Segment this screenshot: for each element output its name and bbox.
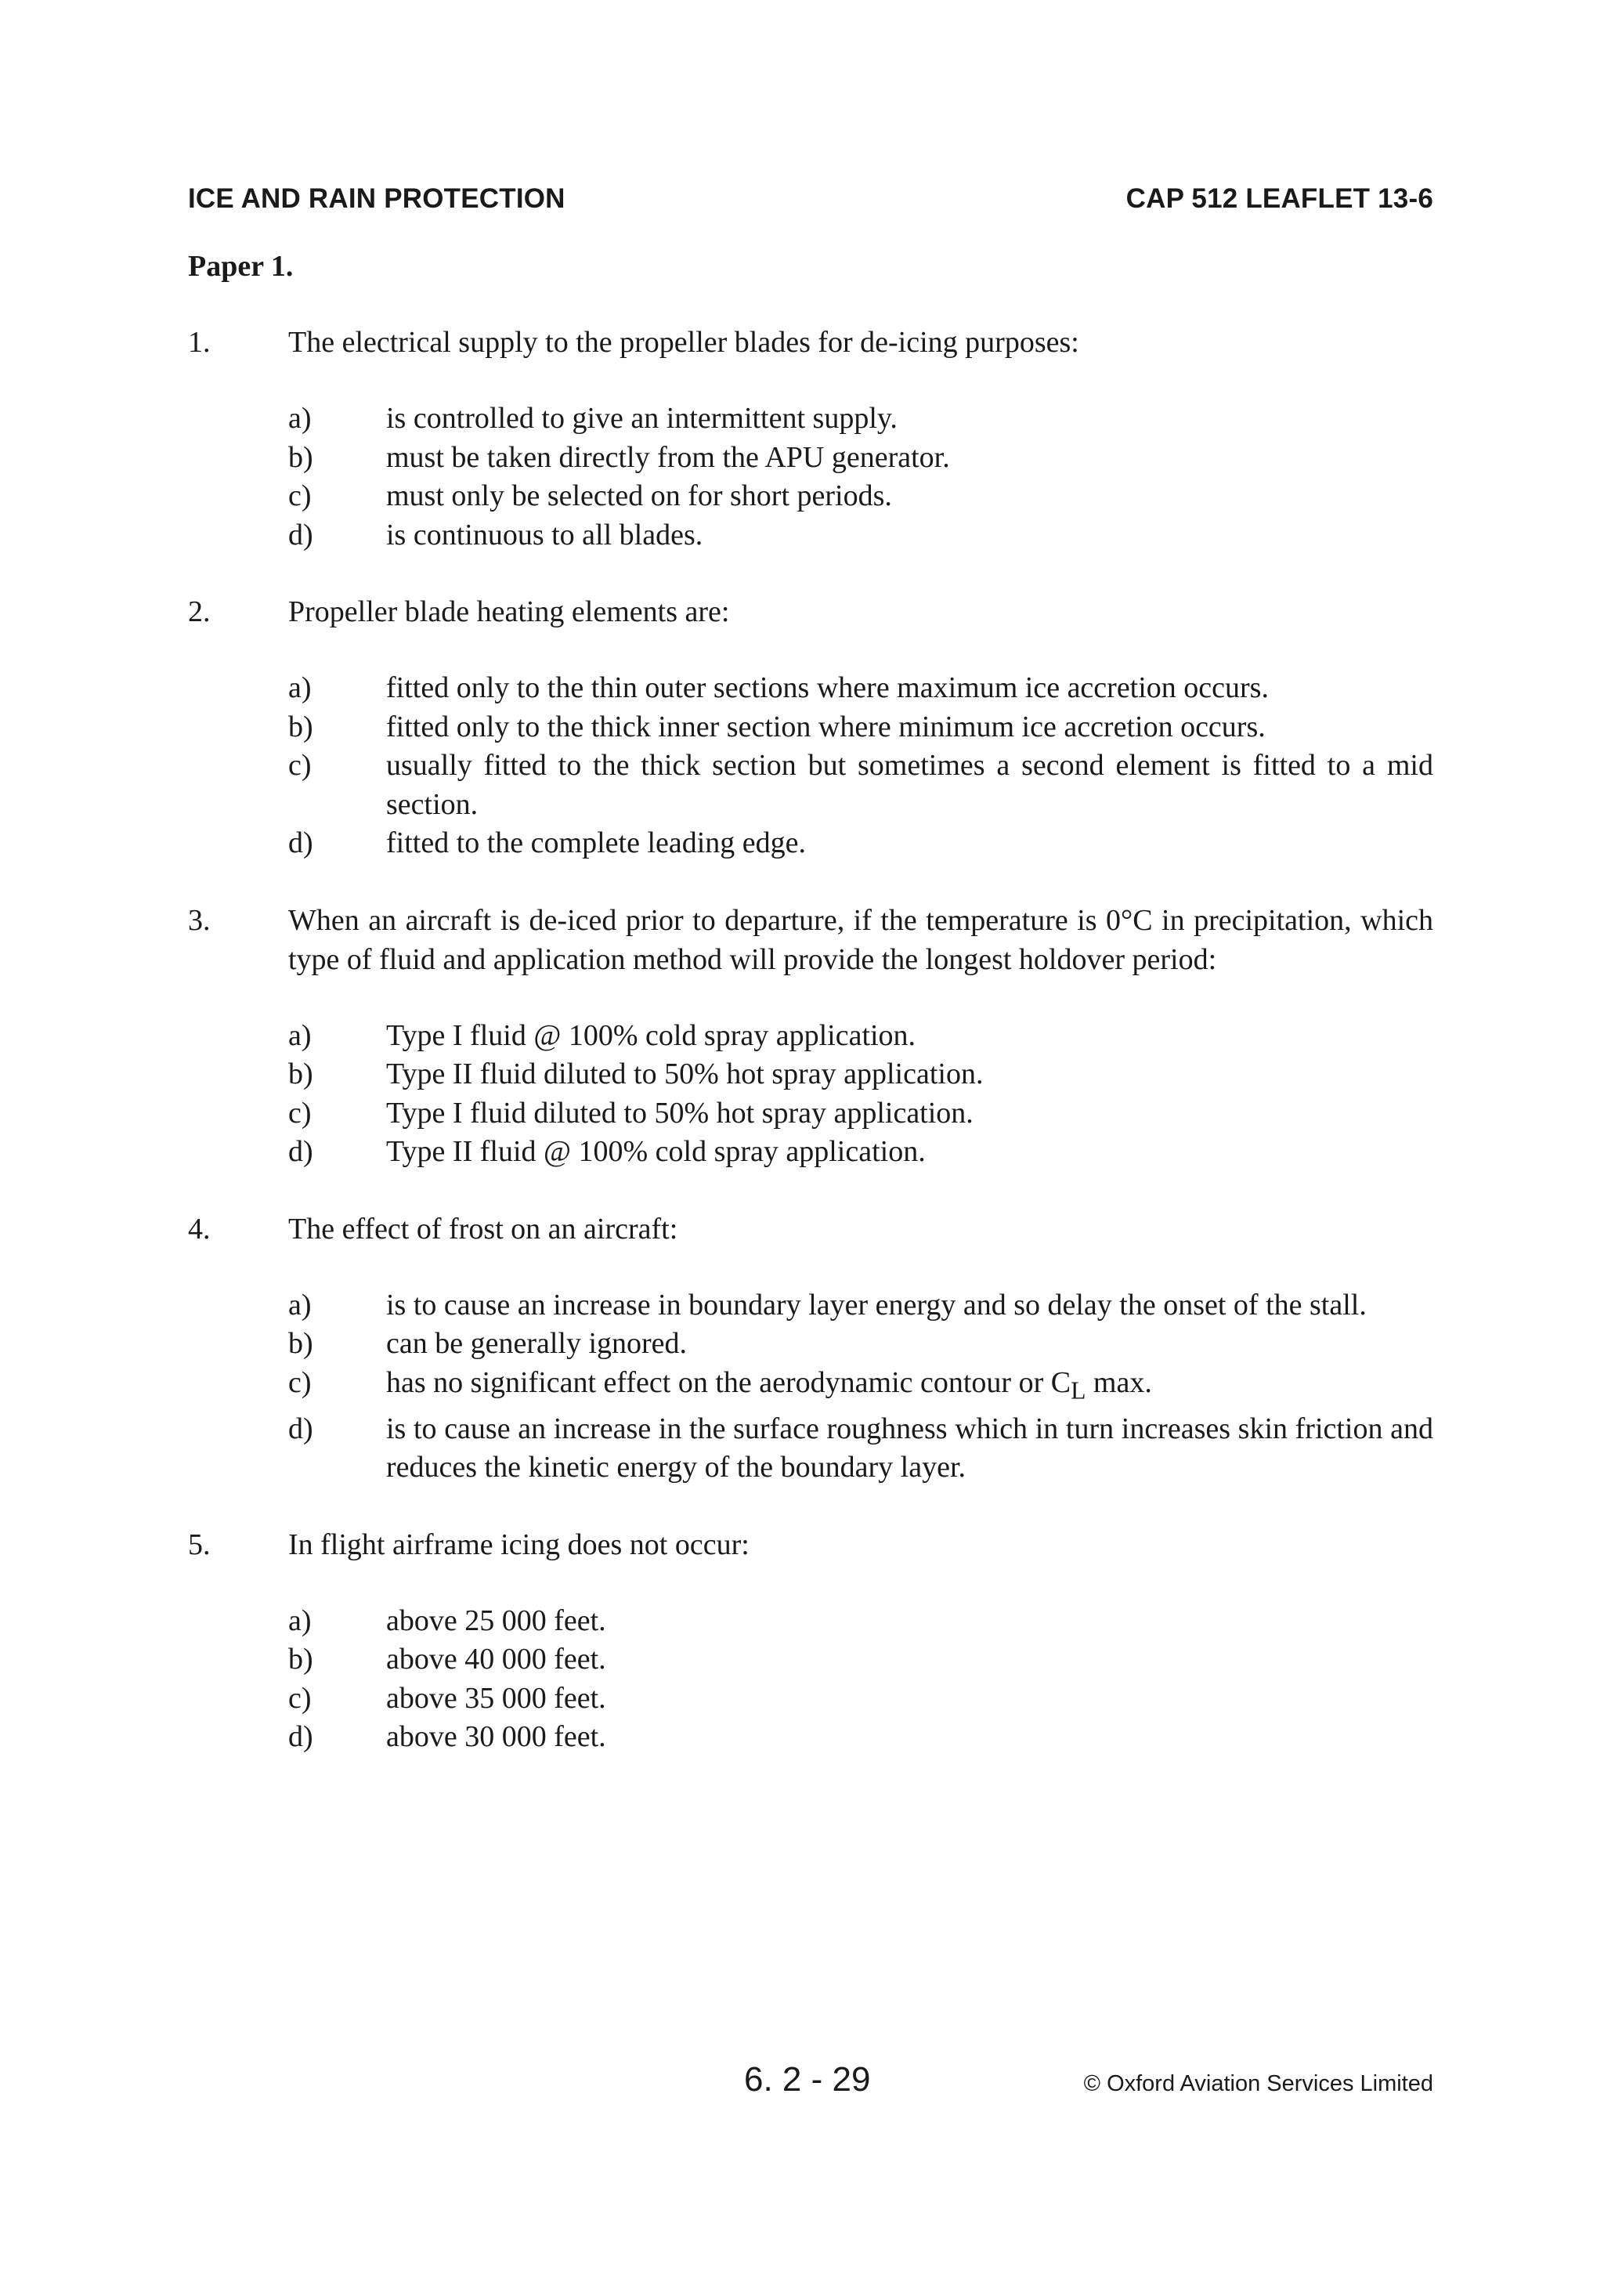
option-text: above 30 000 feet.: [386, 1720, 606, 1754]
answer-option: [288, 516, 1433, 555]
question-text: When an aircraft is de-iced prior to departure, if the temperature is 0°C in precipitation, which type of fluid and application method will provide the longest holdover period:: [288, 903, 1433, 976]
option-text: is controlled to give an intermittent supply.: [386, 402, 898, 435]
question-stem: [188, 901, 1433, 979]
answer-options: [188, 1602, 1433, 1757]
question-2: [188, 592, 1433, 863]
answer-option: [288, 1094, 1433, 1134]
option-text: is to cause an increase in boundary layer energy and so delay the onset of the stall.: [386, 1288, 1367, 1322]
question-stem: [188, 1209, 1433, 1249]
option-text: Type I fluid diluted to 50% hot spray application.: [386, 1096, 974, 1130]
option-text: Type II fluid diluted to 50% hot spray application.: [386, 1058, 984, 1090]
answer-option: [288, 708, 1433, 747]
answer-option: [288, 1718, 1433, 1757]
answer-option: [288, 1286, 1433, 1325]
option-text: fitted only to the thick inner section where minimum ice accretion occurs.: [386, 710, 1266, 743]
answer-option: [288, 1133, 1433, 1172]
option-text: fitted only to the thin outer sections where maximum ice accretion occurs.: [386, 671, 1269, 704]
answer-option: [288, 747, 1433, 824]
answer-option: [288, 400, 1433, 439]
answer-options: [188, 400, 1433, 555]
question-1: [188, 323, 1433, 555]
option-text: [386, 1364, 1433, 1410]
option-letter: b): [288, 1327, 313, 1360]
question-number: 3.: [188, 903, 211, 937]
question-number: 1.: [188, 326, 211, 359]
option-letter: d): [288, 1720, 313, 1754]
answer-option: [288, 1640, 1433, 1680]
page-number: 6. 2 - 29: [744, 2060, 871, 2099]
option-text: Type I fluid @ 100% cold spray application.: [386, 1018, 916, 1052]
option-text: Type II fluid @ 100% cold spray application.: [386, 1135, 926, 1168]
option-letter: b): [288, 1643, 313, 1676]
option-letter: c): [288, 479, 312, 512]
answer-options: [188, 1286, 1433, 1488]
option-text: can be generally ignored.: [386, 1327, 688, 1360]
answer-option: [288, 477, 1433, 516]
question-text: Propeller blade heating elements are:: [288, 595, 730, 628]
option-letter: d): [288, 826, 313, 859]
option-letter: a): [288, 671, 312, 704]
question-stem: [188, 1525, 1433, 1564]
question-stem: [188, 323, 1433, 362]
option-text: is continuous to all blades.: [386, 518, 703, 551]
leaflet-reference: CAP 512 LEAFLET 13-6: [1125, 183, 1433, 214]
question-stem: [188, 592, 1433, 631]
option-text: above 25 000 feet.: [386, 1604, 606, 1637]
answer-options: [188, 669, 1433, 863]
copyright-notice: © Oxford Aviation Services Limited: [1083, 2071, 1433, 2096]
option-text: fitted to the complete leading edge.: [386, 826, 807, 859]
answer-option: [288, 1410, 1433, 1488]
section-title: ICE AND RAIN PROTECTION: [188, 183, 565, 214]
question-number: 4.: [188, 1212, 211, 1246]
question-5: [188, 1525, 1433, 1757]
answer-option: [288, 1325, 1433, 1364]
option-letter: b): [288, 710, 313, 743]
option-letter: a): [288, 1018, 312, 1052]
option-letter: c): [288, 1096, 312, 1130]
option-letter: c): [288, 749, 312, 782]
option-text: is to cause an increase in the surface roughness which in turn increases skin friction and reduces the kinetic energy of the boundary layer.: [386, 1412, 1433, 1484]
answer-option: [288, 824, 1433, 863]
option-letter: d): [288, 1135, 313, 1168]
option-letter: b): [288, 440, 313, 474]
answer-options: [188, 1017, 1433, 1172]
question-list: [188, 323, 1433, 1795]
option-text: usually fitted to the thick section but sometimes a second element is fitted to a mid section.: [386, 749, 1433, 821]
option-letter: c): [288, 1681, 312, 1715]
option-letter: a): [288, 402, 312, 435]
answer-option: [288, 1055, 1433, 1094]
option-text: above 40 000 feet.: [386, 1643, 606, 1676]
question-3: [188, 901, 1433, 1172]
question-text: The electrical supply to the propeller blades for de-icing purposes:: [288, 326, 1079, 359]
option-text: above 35 000 feet.: [386, 1681, 606, 1715]
answer-option: [288, 439, 1433, 478]
answer-option: [288, 1602, 1433, 1641]
question-number: 5.: [188, 1528, 211, 1561]
question-4: [188, 1209, 1433, 1488]
option-letter: d): [288, 518, 313, 551]
question-text: The effect of frost on an aircraft:: [288, 1212, 678, 1246]
answer-option: [288, 1680, 1433, 1719]
answer-option: [288, 1017, 1433, 1056]
option-text-main: has no significant effect on the aerodynamic contour or C: [386, 1365, 1071, 1399]
paper-title: Paper 1.: [188, 250, 294, 283]
option-letter: a): [288, 1288, 312, 1322]
option-letter: d): [288, 1412, 313, 1445]
question-text: In flight airframe icing does not occur:: [288, 1528, 750, 1561]
answer-option: [288, 669, 1433, 708]
answer-option: [288, 1364, 1433, 1410]
option-text: must be taken directly from the APU generator.: [386, 440, 950, 474]
cl-subscript: L: [1071, 1376, 1086, 1405]
question-number: 2.: [188, 595, 211, 628]
option-letter: b): [288, 1058, 313, 1090]
option-letter: c): [288, 1365, 312, 1399]
option-text: must only be selected on for short periods.: [386, 479, 892, 512]
option-text-after: max.: [1086, 1365, 1152, 1399]
option-letter: a): [288, 1604, 312, 1637]
